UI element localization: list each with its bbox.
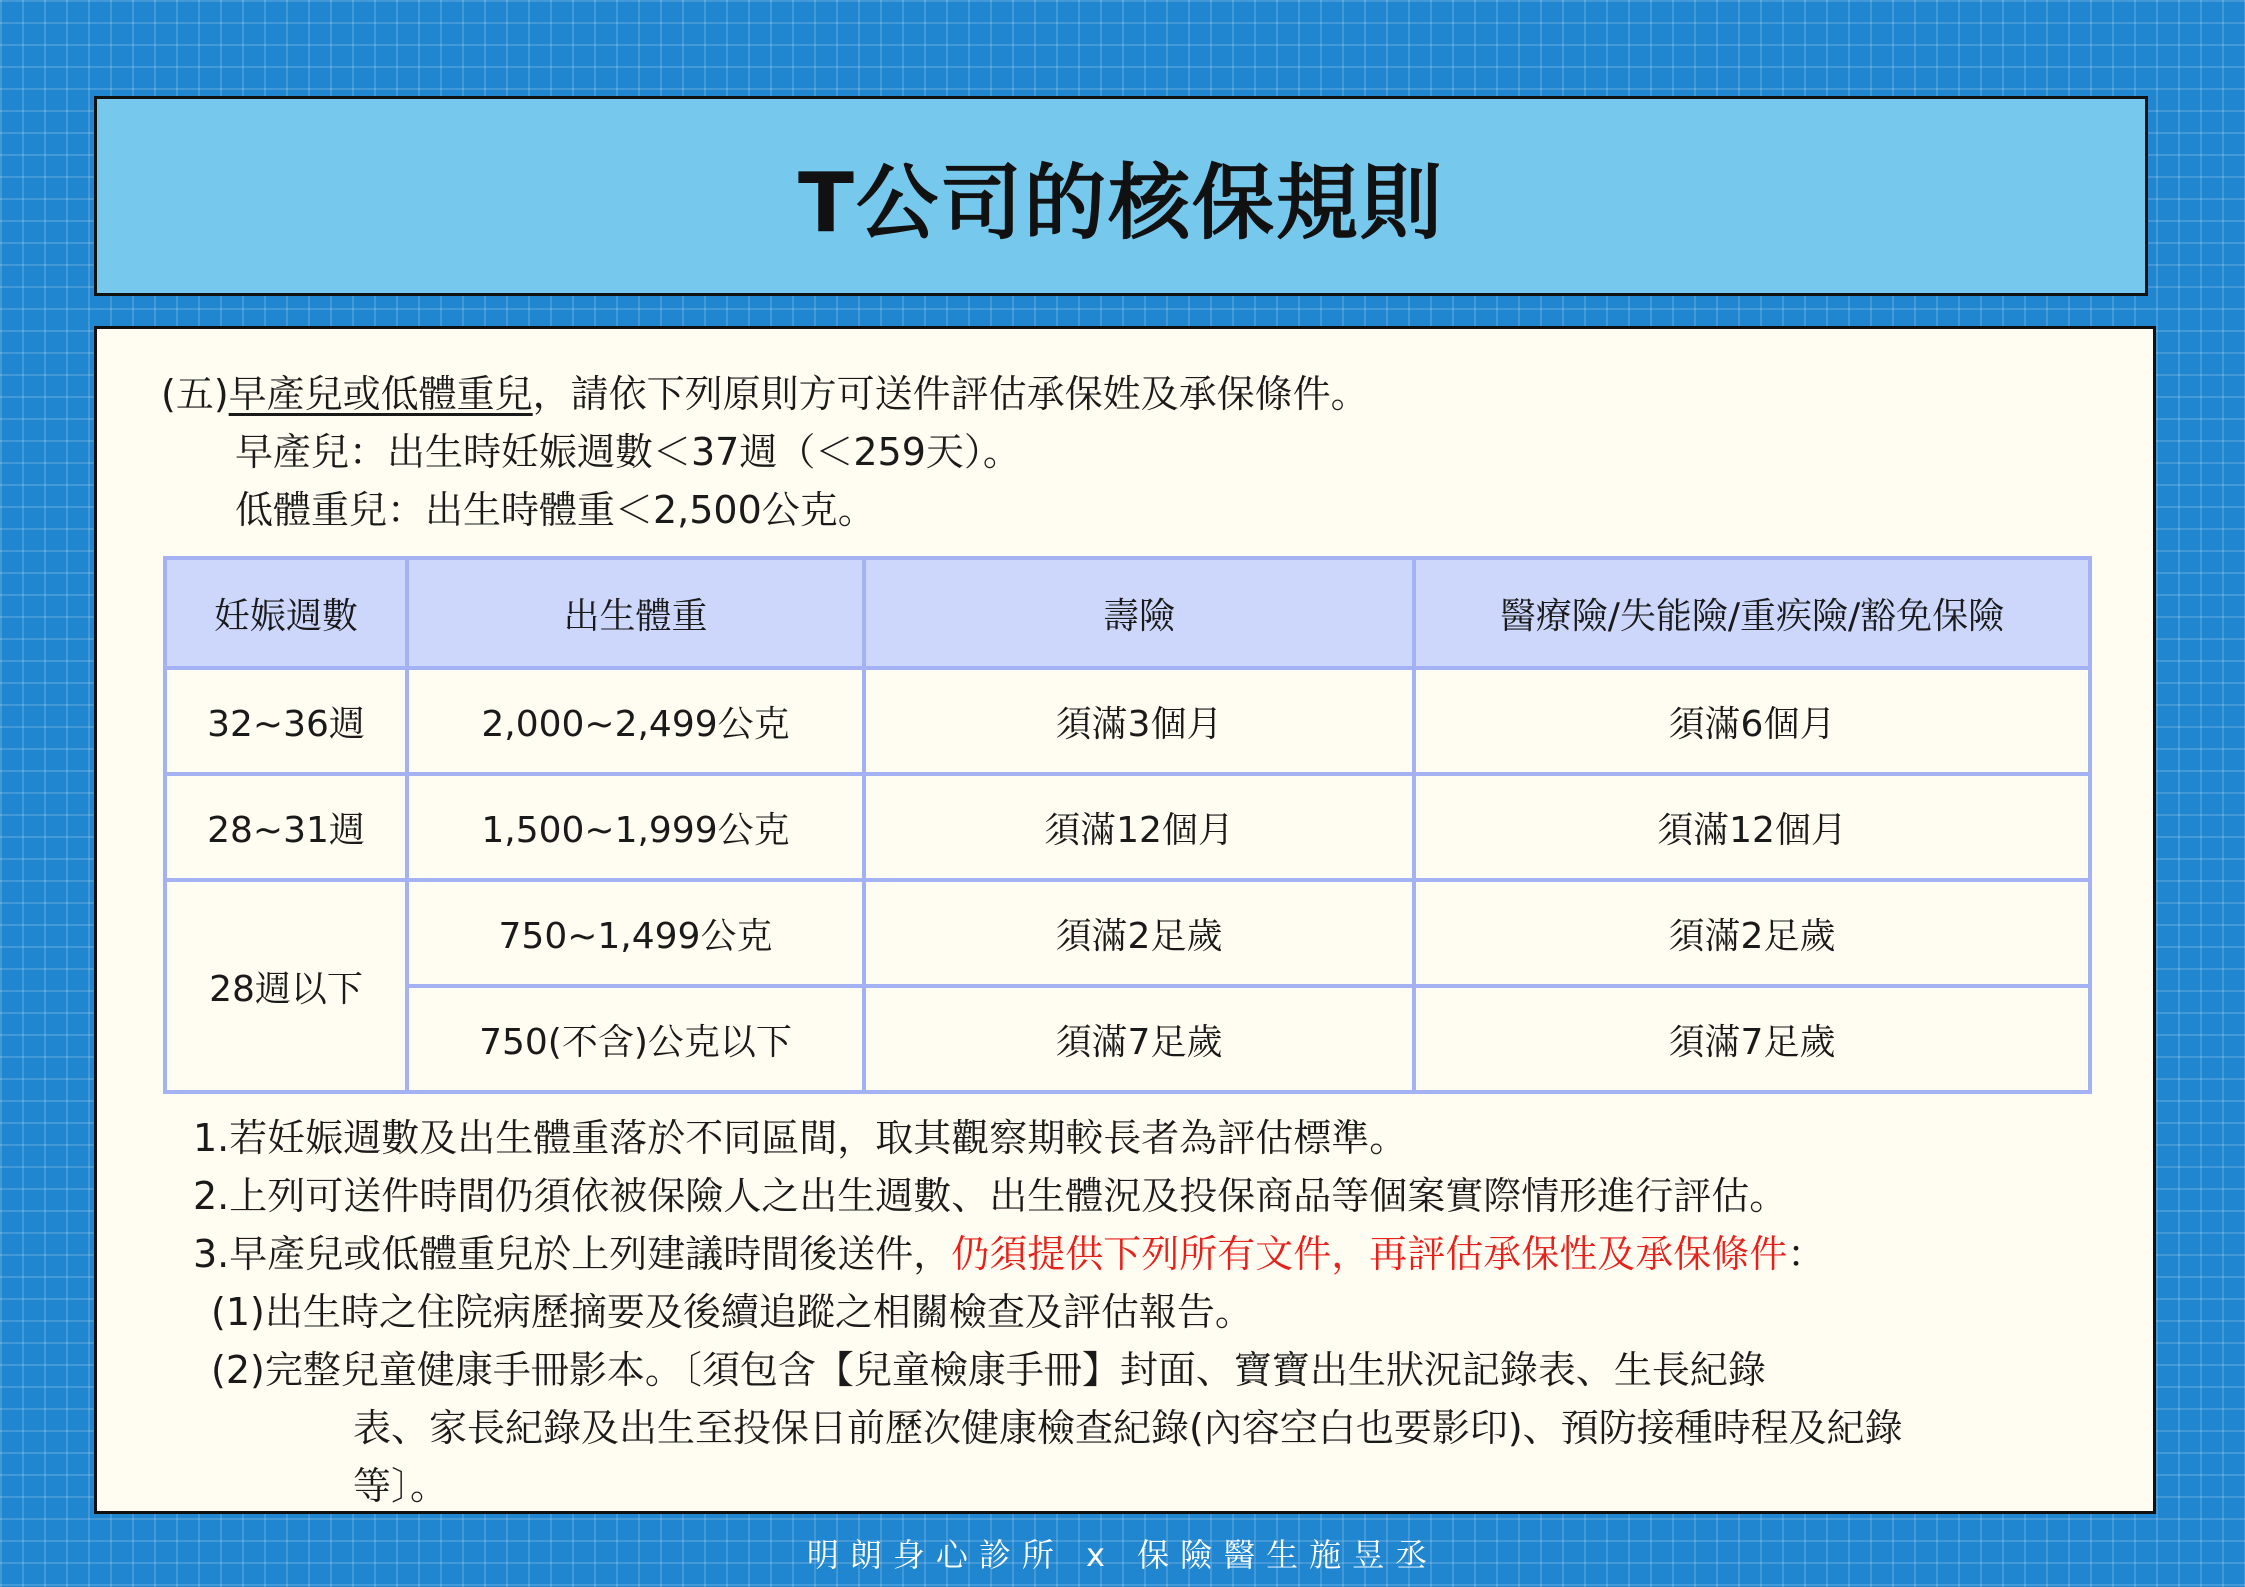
- note-3-highlight: 仍須提供下列所有文件，再評估承保性及承保條件: [951, 1232, 1788, 1276]
- intro-line-2: 早產兒：出生時妊娠週數＜37週（＜259天）。: [235, 430, 1021, 474]
- underwriting-table: [163, 556, 2092, 1094]
- header-life-insurance: 壽險: [864, 558, 1414, 668]
- footer-credit: 明朗身心診所 x 保險醫生施昱丞: [806, 1536, 1439, 1574]
- note-3-prefix: 3.早產兒或低體重兒於上列建議時間後送件，: [193, 1232, 952, 1276]
- note-3-item-1: (1)出生時之住院病歷摘要及後續追蹤之相關檢查及評估報告。: [211, 1290, 1253, 1334]
- intro-section: [161, 365, 1369, 539]
- intro-line-3: 低體重兒：出生時體重＜2,500公克。: [235, 488, 876, 532]
- table-header-row: [165, 558, 2090, 668]
- table-row: [165, 774, 2090, 880]
- cell-weeks: 32~36週: [165, 668, 407, 774]
- notes-section: [193, 1109, 1903, 1515]
- cell-weight: 750~1,499公克: [407, 880, 864, 986]
- table-row: [165, 668, 2090, 774]
- header-birth-weight: 出生體重: [407, 558, 864, 668]
- note-3-suffix: ：: [1787, 1232, 1826, 1276]
- cell-weight: 1,500~1,999公克: [407, 774, 864, 880]
- cell-medical: 須滿2足歲: [1414, 880, 2090, 986]
- note-3-item-2-end: 等〕。: [353, 1464, 449, 1508]
- cell-life: 須滿7足歲: [864, 986, 1414, 1092]
- intro-rest: ，請依下列原則方可送件評估承保姓及承保條件。: [532, 372, 1369, 416]
- title-banner: [94, 96, 2148, 296]
- page-title: T公司的核保規則: [798, 155, 1444, 251]
- content-card: [94, 326, 2156, 1514]
- cell-medical: 須滿12個月: [1414, 774, 2090, 880]
- note-3: [193, 1225, 1903, 1283]
- note-2: 2.上列可送件時間仍須依被保險人之出生週數、出生體況及投保商品等個案實際情形進行評估。: [193, 1174, 1788, 1218]
- intro-line-1: [161, 365, 1369, 423]
- cell-life: 須滿12個月: [864, 774, 1414, 880]
- cell-weight: 750(不含)公克以下: [407, 986, 864, 1092]
- cell-life: 須滿3個月: [864, 668, 1414, 774]
- header-medical-insurance: 醫療險/失能險/重疾險/豁免保險: [1414, 558, 2090, 668]
- cell-weeks: 28週以下: [165, 880, 407, 1092]
- cell-life: 須滿2足歲: [864, 880, 1414, 986]
- table-row: [165, 986, 2090, 1092]
- intro-underlined-term: 早產兒或低體重兒: [228, 372, 533, 416]
- header-gestation-weeks: 妊娠週數: [165, 558, 407, 668]
- cell-weeks: 28~31週: [165, 774, 407, 880]
- cell-medical: 須滿7足歲: [1414, 986, 2090, 1092]
- cell-weight: 2,000~2,499公克: [407, 668, 864, 774]
- cell-medical: 須滿6個月: [1414, 668, 2090, 774]
- table-row: [165, 880, 2090, 986]
- note-1: 1.若妊娠週數及出生體重落於不同區間，取其觀察期較長者為評估標準。: [193, 1116, 1408, 1160]
- note-3-item-2-cont: 表、家長紀錄及出生至投保日前歷次健康檢查紀錄(內容空白也要影印)、預防接種時程及紀錄: [353, 1406, 1903, 1450]
- note-3-item-2: (2)完整兒童健康手冊影本。〔須包含【兒童檢康手冊】封面、寶寶出生狀況記錄表、生長紀錄: [211, 1348, 1766, 1392]
- intro-prefix: (五): [161, 372, 229, 416]
